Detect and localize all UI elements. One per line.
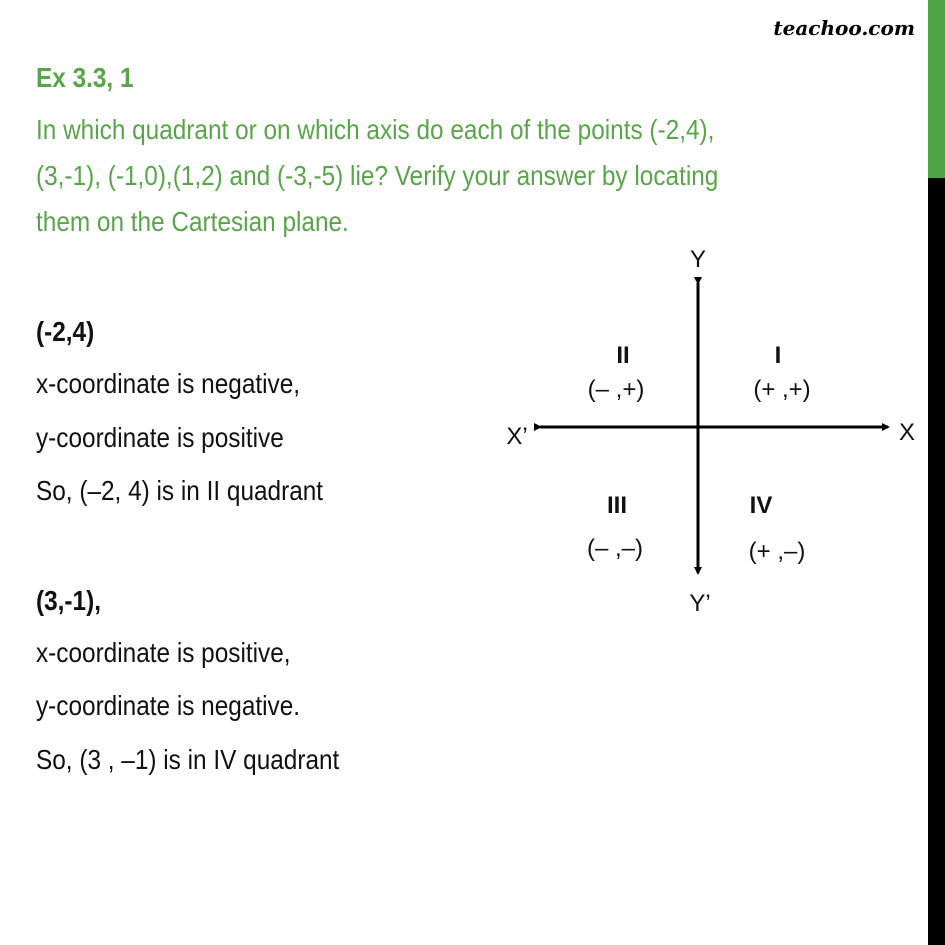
quadrant-4-signs: (+ ,–) — [748, 538, 806, 565]
question-line-1: In which quadrant or on which axis do each of the points (-2,4), — [36, 114, 715, 145]
quadrant-1-label: I — [774, 342, 782, 369]
y-neg-axis-label: Y’ — [689, 590, 711, 617]
question-line-3: them on the Cartesian plane. — [36, 206, 349, 237]
answer-1-line-3: So, (–2, 4) is in II quadrant — [36, 475, 324, 506]
answer-1-line-1: x-coordinate is negative, — [36, 368, 301, 399]
quadrant-2-signs: (– ,+) — [587, 376, 645, 403]
scrollbar-thumb[interactable] — [928, 0, 945, 178]
answer-2-line-3: So, (3 , –1) is in IV quadrant — [36, 744, 340, 775]
question-line-2: (3,-1), (-1,0),(1,2) and (-3,-5) lie? Verify your answer by locating — [36, 160, 719, 191]
x-neg-axis-label: X’ — [506, 423, 528, 450]
quadrant-2-label: II — [616, 342, 630, 369]
teachoo-logo: teachoo.com — [773, 16, 915, 40]
x-axis-label: X — [898, 419, 916, 446]
answer-2-line-1: x-coordinate is positive, — [36, 637, 291, 668]
quadrant-1-signs: (+ ,+) — [753, 376, 811, 403]
answer-1-line-2: y-coordinate is positive — [36, 422, 284, 453]
quadrant-3-signs: (– ,–) — [586, 535, 644, 562]
answer-1-heading: (-2,4) — [36, 316, 95, 347]
scrollbar-track[interactable] — [928, 0, 945, 945]
quadrant-4-label: IV — [749, 492, 773, 519]
quadrant-3-label: III — [606, 492, 628, 519]
answer-2-line-2: y-coordinate is negative. — [36, 690, 301, 721]
y-axis-label: Y — [689, 246, 707, 273]
answer-2-heading: (3,-1), — [36, 585, 101, 616]
exercise-title: Ex 3.3, 1 — [36, 62, 134, 93]
